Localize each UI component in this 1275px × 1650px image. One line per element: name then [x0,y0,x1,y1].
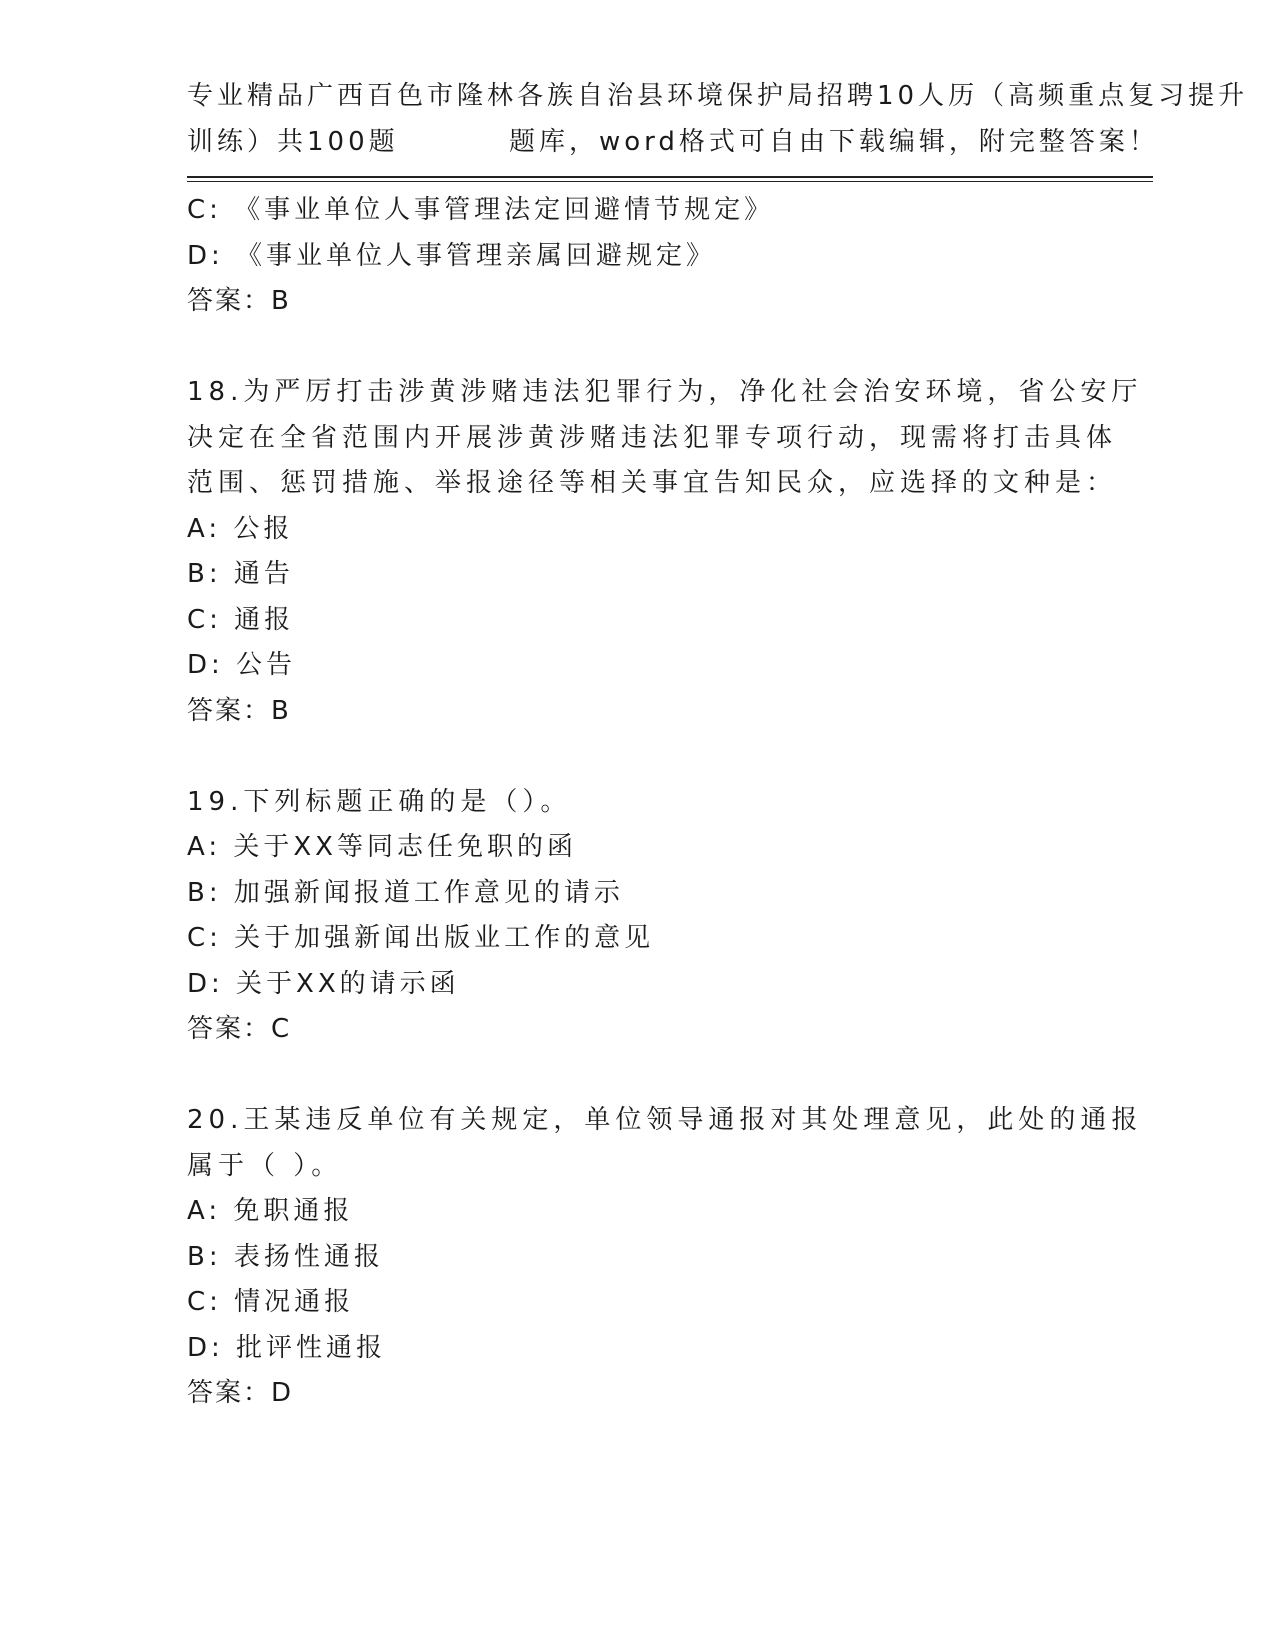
q20-option-c: C: 情况通报 [187,1287,355,1317]
q17-option-d: D: 《事业单位人事管理亲属回避规定》 [187,240,717,271]
q19-option-c: C: 关于加强新闻出版业工作的意见 [187,923,655,953]
q19-stem-line1: 19.下列标题正确的是（）。 [187,786,572,817]
question-list [187,188,1143,1417]
header-title-line1: 专业精品广西百色市隆林各族自治县环境保护局招聘10人历（高频重点复习提升 [187,81,1249,111]
q18-stem-line3: 范围、惩罚措施、举报途径等相关事宜告知民众，应选择的文种是： [187,468,1118,498]
q18-stem-line1: 18.为严厉打击涉黄涉赌违法犯罪行为，净化社会治安环境，省公安厅 [187,377,1143,407]
q18-answer: 答案：B [187,695,291,726]
header-rule-thick [187,176,1153,178]
q19-option-d: D: 关于XX的请示函 [187,968,460,999]
question-separator [187,1053,1107,1099]
q19-option-a: A: 关于XX等同志任免职的函 [187,832,577,862]
q18-option-a: A: 公报 [187,513,294,544]
q17-answer: 答案：B [187,286,291,316]
q17-option-c: C: 《事业单位人事管理法定回避情节规定》 [187,195,775,225]
q20-answer: 答案：D [187,1378,294,1408]
header-title-line2: 训练）共100题 题库，word格式可自由下载编辑，附完整答案！ [187,126,1159,157]
q20-stem-line2: 属于（ ）。 [187,1150,343,1181]
q19-answer: 答案：C [187,1014,292,1044]
document-header [187,74,1249,165]
q20-option-a: A: 免职通报 [187,1196,354,1226]
question-separator [187,734,1107,780]
q18-stem-line2: 决定在全省范围内开展涉黄涉赌违法犯罪专项行动，现需将打击具体 [187,422,1118,453]
q18-option-b: B: 通告 [187,559,294,589]
q20-stem-line1: 20.王某违反单位有关规定，单位领导通报对其处理意见，此处的通报 [187,1105,1143,1135]
q18-option-c: C: 通报 [187,604,295,635]
q20-option-b: B: 表扬性通报 [187,1241,384,1272]
q19-option-b: B: 加强新闻报道工作意见的请示 [187,877,624,908]
question-separator [187,325,1107,371]
q18-option-d: D: 公告 [187,650,297,680]
q20-option-d: D: 批评性通报 [187,1332,387,1363]
header-rule-thin [187,181,1153,182]
